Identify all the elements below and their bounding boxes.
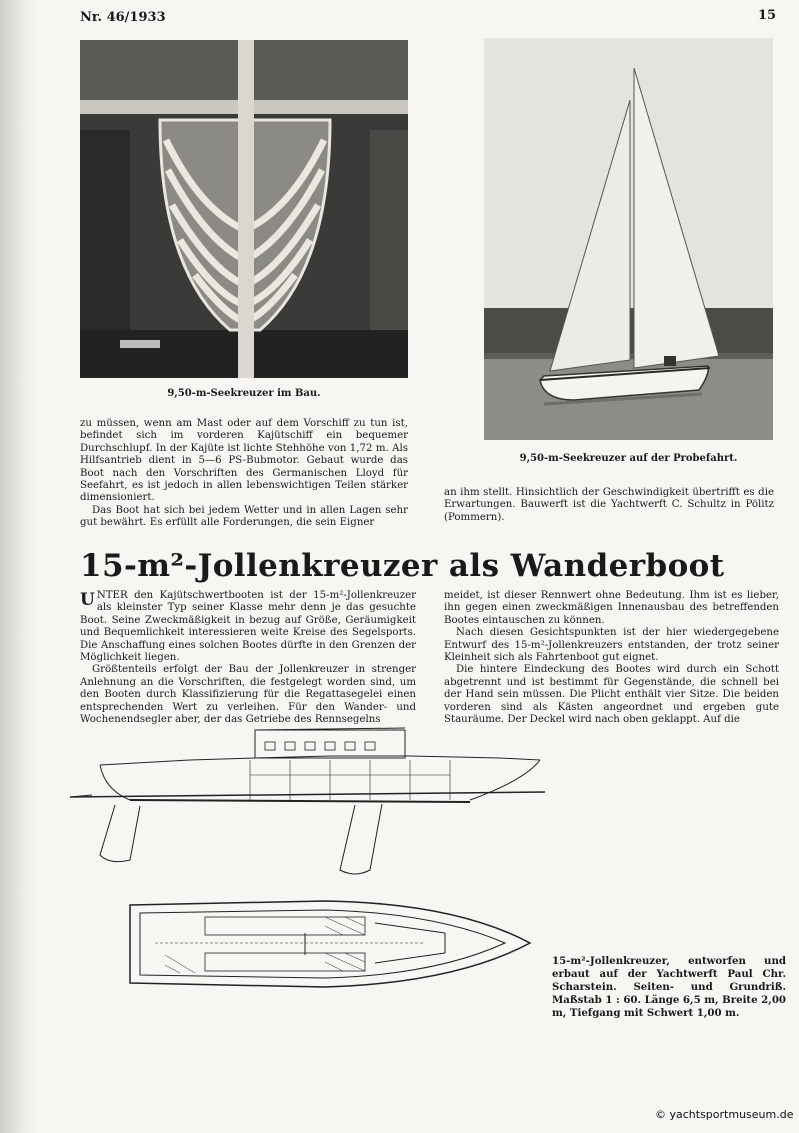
article-two-paragraph: meidet, ist dieser Rennwert ohne Bedeutung. Ihm ist es lieber, ihn gegen einen zweckmäßigen Innenausbau des betreffenden Bootes eintauschen zu können. [444, 590, 779, 626]
article-two-column-right [444, 590, 779, 726]
article-two-paragraph: Nach diesen Gesichtspunkten ist der hier wiedergegebene Entwurf des 15-m²-Jollenkreuzers entstanden, der trotz seiner Kleinheit sich als Fahrtenboot gut eignet. [444, 627, 779, 664]
top-plan-drawing [125, 893, 535, 993]
drop-cap: U [80, 590, 95, 610]
page-binding-shadow [0, 0, 38, 1133]
plan-caption: 15-m²-Jollenkreuzer, entworfen und erbaut auf der Yachtwerft Paul Chr. Scharstein. Seiten- und Grundriß. Maßstab 1 : 60. Länge 6,5 m, Breite 2,00 m, Tiefgang mit Schwert 1,00 m. [552, 955, 786, 1019]
article-one-paragraph: Das Boot hat sich bei jedem Wetter und in allen Lagen sehr gut bewährt. Es erfüllt alle Forderungen, die sein Eigner [80, 504, 408, 529]
side-elevation-drawing [70, 720, 550, 880]
issue-number: Nr. 46/1933 [80, 10, 166, 25]
photo-hull-construction [80, 40, 408, 378]
photo-sea-trial [484, 38, 773, 440]
copyright-watermark: © yachtsportmuseum.de [655, 1108, 794, 1121]
photo-caption-left: 9,50-m-Seekreuzer im Bau. [167, 388, 321, 399]
article-two-text: NTER den Kajütschwertbooten ist der 15-m²-Jollenkreuzer als kleinster Typ seiner Klasse mehr denn je das gesuchte Boot. Seine Zweckmäßigkeit in bezug auf Größe, Geräumigkeit und Bequemlichkeit interessieren weite Kreise des Segelsports. Die Anschaffung eines solchen Bootes dürfte in den Grenzen der Möglichkeit liegen. [80, 590, 416, 664]
article-one-column-right [444, 487, 774, 524]
article-one-paragraph: an ihm stellt. Hinsichtlich der Geschwindigkeit übertrifft es die Erwartungen. Bauwerft ist die Yachtwerft C. Schultz in Pölitz (Pommern). [444, 487, 774, 523]
article-headline: 15-m²-Jollenkreuzer als Wanderboot [80, 548, 725, 584]
article-one-paragraph: zu müssen, wenn am Mast oder auf dem Vorschiff zu tun ist, befindet sich im vorderen Kajütschiff ein bequemer Durchschlupf. In der Kajüte ist lichte Stehhöhe von 1,72 m. Als Hilfsantrieb dient in 5—6 PS-Bubmotor. Gebaut wurde das Boot nach den Vorschriften des Germanischen Lloyd für Seefahrt, es ist jedoch in allen lebenswichtigen Teilen stärker dimensioniert. [80, 418, 408, 504]
article-two-paragraph: Größtenteils erfolgt der Bau der Jollenkreuzer in strenger Anlehnung an die Vorschriften, die festgelegt worden sind, um den Booten durch Klassifizierung für die Regattasegelei einen entsprechenden Wert zu verleihen. Für den Wander- und Wochenendsegler aber, der das Getriebe des Rennsegelns [80, 664, 416, 726]
photo-caption-right: 9,50-m-Seekreuzer auf der Probefahrt. [519, 453, 738, 464]
article-one-column-left [80, 418, 408, 530]
article-two-paragraph [80, 590, 416, 664]
article-two-column-left [80, 590, 416, 726]
page-number: 15 [758, 8, 777, 23]
article-two-paragraph: Die hintere Eindeckung des Bootes wird durch ein Schott abgetrennt und ist bestimmt für Gegenstände, die schnell bei der Hand sein müssen. Die Plicht enthält vier Sitze. Die beiden vorderen sind als Kästen angeordnet und ergeben gute Stauräume. Der Deckel wird nach oben geklappt. Auf die [444, 664, 779, 726]
